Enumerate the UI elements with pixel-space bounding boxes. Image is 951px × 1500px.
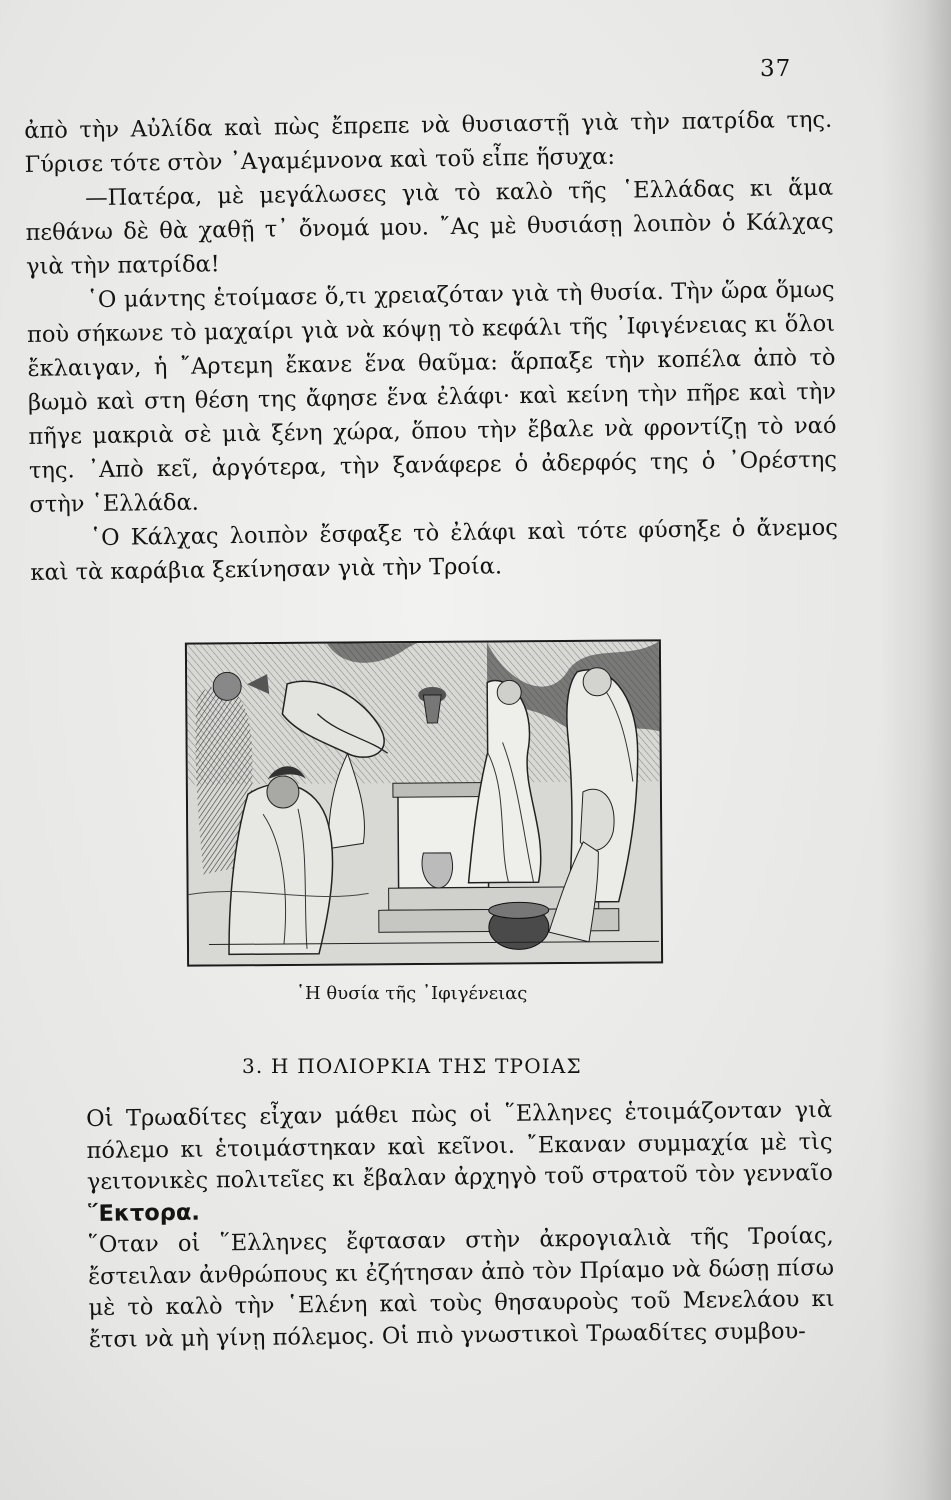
engraving-drawing (187, 641, 661, 964)
section-paragraph-1-bold-name: ῞Εκτορα. (87, 1199, 201, 1227)
paragraph-1: ἀπὸ τὴν Αὐλίδα καὶ πὼς ἔπρεπε νὰ θυσιαστῇ γιὰ τὴν πατρίδα της. Γύρισε τότε στὸν ᾿Αγαμέμνονα καὶ τοῦ εἶπε ἥσυχα: (24, 106, 833, 178)
section-paragraph-1-text: Οἱ Τρωαδίτες εἶχαν μάθει πὼς οἱ ῞Ελληνες ἑτοιμάζονταν γιὰ πόλεμο κι ἑτοιμάστηκαν καὶ κεῖνοι. ῎Εκαναν συμμαχία μὲ τὶς γειτονικὲς πολιτεῖες κι ἔβαλαν ἀρχηγὸ τοῦ στρατοῦ τὸν γενναῖο (86, 1096, 834, 1195)
section-paragraph-2: ῞Οταν οἱ ῞Ελληνες ἔφτασαν στὴν ἀκρογιαλιὰ τῆς Τροίας, ἔστειλαν ἀνθρώπους κι ἐζήτησαν ἀπὸ τὸν Πρίαμο νὰ δώσῃ πίσω μὲ τὸ καλὸ τὴν ῾Ελένη καὶ τοὺς θησαυροὺς τοῦ Μενελάου κι ἔτσι νὰ μὴ γίνῃ πόλεμος. Οἱ πιὸ γνωστικοὶ Τρωαδίτες συμβου- (87, 1222, 835, 1353)
figure-caption: ῾Η θυσία τῆς ᾿Ιφιγένειας (296, 983, 528, 1004)
section-heading: 3. Η ΠΟΛΙΟΡΚΙΑ ΤΗΣ ΤΡΟΙΑΣ (242, 1054, 582, 1078)
paragraph-2: —Πατέρα, μὲ μεγάλωσες γιὰ τὸ καλὸ τῆς ῾Ελλάδας κι ἅμα πεθάνω δὲ θὰ χαθῇ τ᾿ ὄνομά μου. ῎Ας μὲ θυσιάσῃ λοιπὸν ὁ Κάλχας γιὰ τὴν πατρίδα! (25, 174, 834, 280)
body-text-bottom (86, 1095, 835, 1356)
section-paragraph-1 (86, 1095, 833, 1230)
page-gutter-shadow (881, 0, 951, 1500)
paragraph-4: ῾Ο Κάλχας λοιπὸν ἔσφαξε τὸ ἐλάφι καὶ τότε φύσηξε ὁ ἄνεμος καὶ τὰ καράβια ξεκίνησαν γιὰ τὴν Τροία. (30, 514, 839, 586)
page-number: 37 (760, 56, 792, 82)
paragraph-3: ῾Ο μάντης ἑτοίμασε ὅ,τι χρειαζόταν γιὰ τὴ θυσία. Τὴν ὥρα ὅμως ποὺ σήκωνε τὸ μαχαίρι γιὰ νὰ κόψῃ τὸ κεφάλι τῆς ᾿Ιφιγένειας κι ὅλοι ἔκλαιγαν, ἡ ῎Αρτεμη ἔκανε ἕνα θαῦμα: ἅρπαξε τὴν κοπέλα ἀπὸ τὸ βωμὸ καὶ στη θέση της ἄφησε ἕνα ἐλάφι· καὶ κείνη τὴν πῆρε καὶ τὴν πῆγε μακριὰ σὲ μιὰ ξένη χώρα, ὅπου τὴν ἔβαλε νὰ φροντίζῃ τὸ ναό της. ᾿Απὸ κεῖ, ἀργότερα, τὴν ξανάφερε ὁ ἀδερφός της ὁ ᾿Ορέστης στὴν ῾Ελλάδα. (26, 276, 838, 518)
body-text-top (24, 103, 839, 590)
engraving-illustration (185, 639, 663, 966)
